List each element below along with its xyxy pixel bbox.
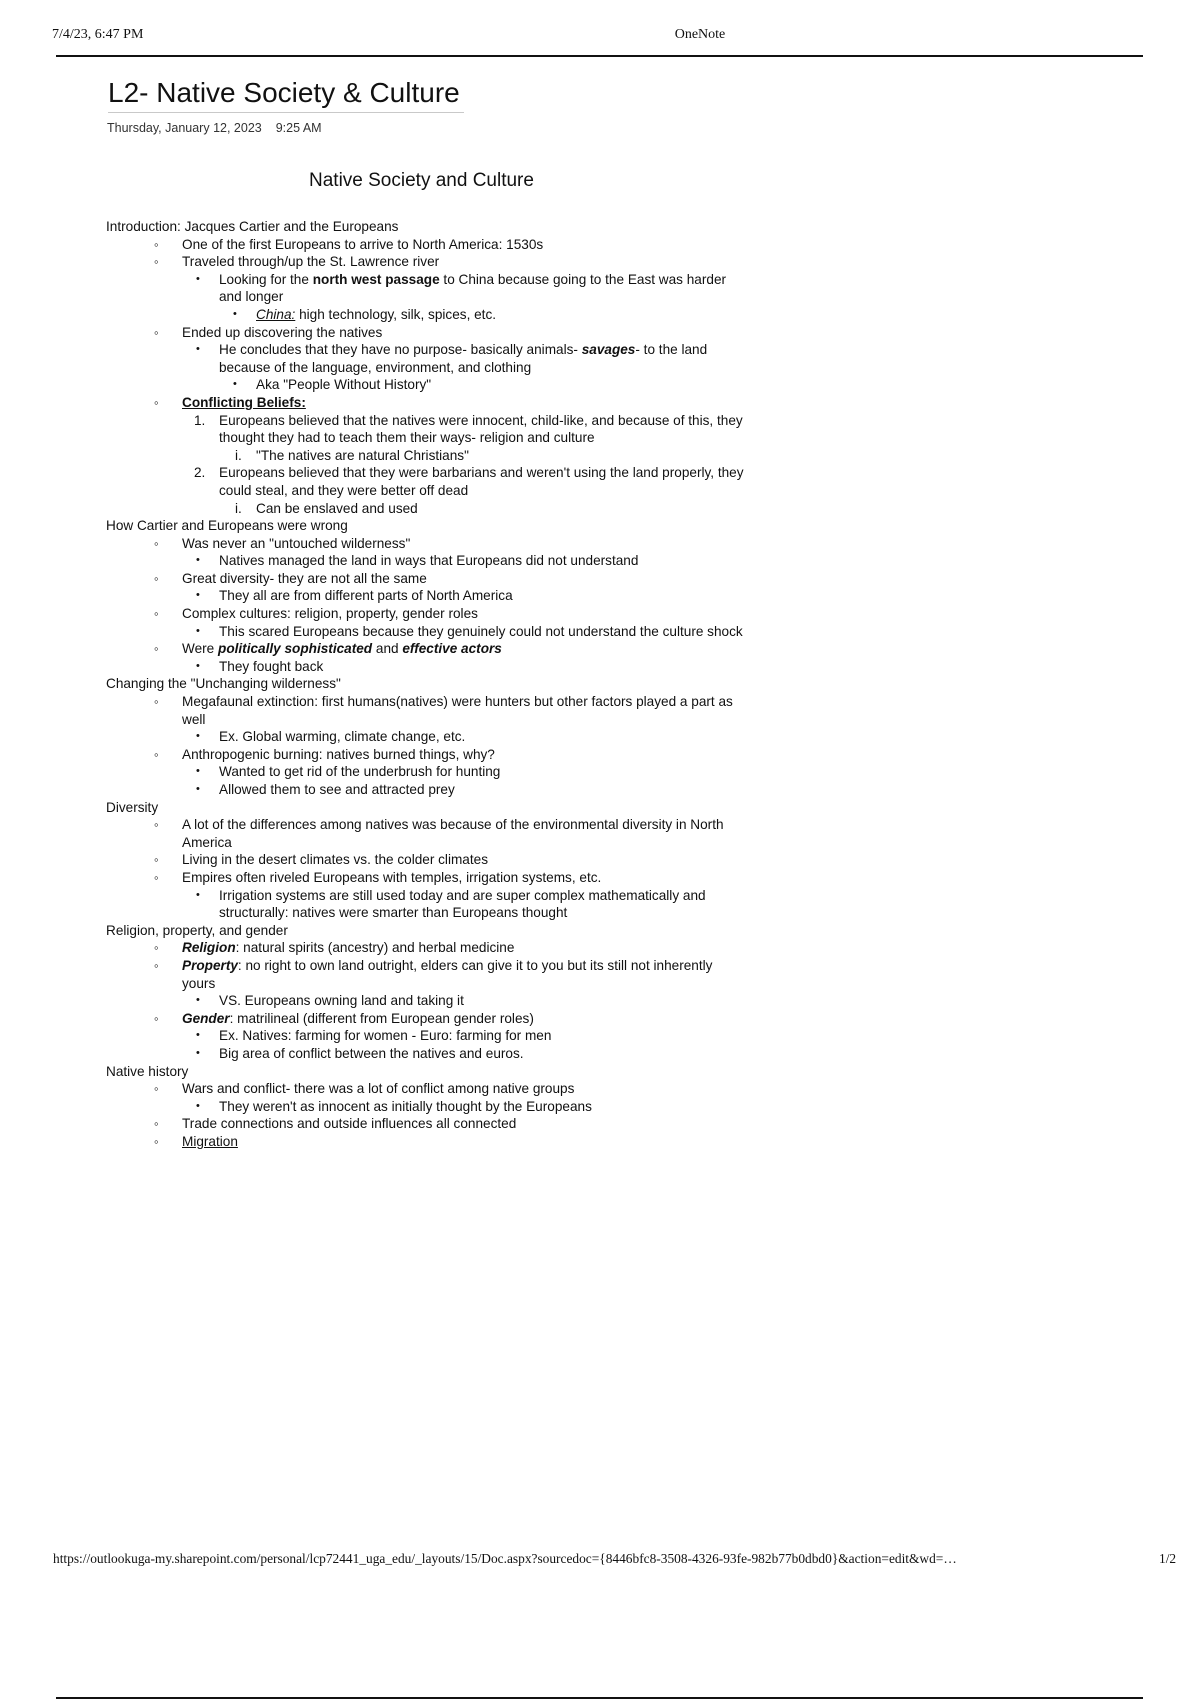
print-header	[0, 27, 1200, 47]
list-item: • Ex. Natives: farming for women - Euro: farming for men	[182, 1027, 746, 1045]
emphasis-text: Religion	[182, 940, 236, 956]
emphasis-text: effective actors	[402, 641, 502, 657]
list-item: ◦ Trade connections and outside influences all connected	[106, 1115, 746, 1133]
page-url: https://outlookuga-my.sharepoint.com/personal/lcp72441_uga_edu/_layouts/15/Doc.aspx?sourcedoc={8446bfc8-3508-4326-93fe-982b77b0dbd0}&action=edit&wd=…	[53, 1551, 957, 1566]
numbered-item: 2. Europeans believed that they were barbarians and weren't using the land properly, they could steal, and they were better off dead i. Can be enslaved and used	[182, 464, 746, 517]
emphasis-text: Conflicting Beliefs:	[182, 394, 306, 410]
bullet-list	[106, 939, 746, 1062]
print-app-name: OneNote	[674, 27, 726, 42]
print-datetime: 7/4/23, 6:47 PM	[52, 27, 144, 42]
emphasis-text: politically sophisticated	[218, 641, 373, 657]
page-datetime	[107, 121, 322, 135]
list-marker: i.	[235, 500, 242, 516]
list-item: ◦ Traveled through/up the St. Lawrence river • Looking for the north west passage to China because going to the East was harder and longer • China: high technology, silk, spices, etc.	[106, 253, 746, 323]
list-item: • He concludes that they have no purpose- basically animals- savages- to the land because of the language, environment, and clothing • Aka "People Without History"	[182, 341, 746, 394]
bullet-list	[106, 693, 746, 799]
list-item: ◦ One of the first Europeans to arrive to North America: 1530s	[106, 236, 746, 254]
list-item	[106, 1133, 746, 1151]
list-item: ◦ Ended up discovering the natives • He concludes that they have no purpose- basically animals- savages- to the land because of the language, environment, and clothing • Aka "People Without History"	[106, 324, 746, 394]
list-item: ◦ Great diversity- they are not all the same • They all are from different parts of North America	[106, 570, 746, 605]
list-item: ◦ Was never an "untouched wilderness" • Natives managed the land in ways that Europeans did not understand	[106, 535, 746, 570]
list-item: • China: high technology, silk, spices, etc.	[219, 306, 746, 324]
emphasis-text: Gender	[182, 1010, 230, 1026]
section-heading: How Cartier and Europeans were wrong	[106, 518, 348, 534]
list-item: ◦ Complex cultures: religion, property, gender roles • This scared Europeans because they genuinely could not understand the culture shock	[106, 605, 746, 640]
list-item: ◦ Anthropogenic burning: natives burned things, why? • Wanted to get rid of the underbrush for hunting • Allowed them to see and attracted prey	[106, 746, 746, 799]
list-item: ◦ Religion: natural spirits (ancestry) and herbal medicine	[106, 939, 746, 957]
emphasis-text: Property	[182, 957, 238, 973]
footer-rule	[56, 1697, 1143, 1699]
list-marker: 1.	[194, 412, 206, 428]
page-date: Thursday, January 12, 2023	[107, 121, 262, 135]
bullet-list	[106, 1080, 746, 1150]
section-heading: Introduction: Jacques Cartier and the Europeans	[106, 219, 399, 234]
emphasis-text: China:	[256, 306, 296, 322]
list-item: • They all are from different parts of North America	[182, 587, 746, 605]
header-rule	[56, 55, 1143, 57]
page-title[interactable]: L2- Native Society & Culture	[108, 76, 464, 113]
list-item: • Ex. Global warming, climate change, etc.	[182, 728, 746, 746]
list-item: • Natives managed the land in ways that Europeans did not understand	[182, 552, 746, 570]
list-marker: 2.	[194, 465, 206, 481]
page-time: 9:25 AM	[275, 121, 322, 135]
list-item: ◦ Gender: matrilineal (different from European gender roles) • Ex. Natives: farming for women - Euro: farming for men • Big area of conflict between the natives and euros.	[106, 1010, 746, 1063]
list-item: ◦ Megafaunal extinction: first humans(natives) were hunters but other factors played a part as well • Ex. Global warming, climate change, etc.	[106, 693, 746, 746]
page-number: 1/2	[1159, 1551, 1177, 1566]
section-heading: Native history	[106, 1063, 189, 1079]
emphasis-text: north west passage	[312, 271, 440, 287]
list-item: • VS. Europeans owning land and taking it	[182, 992, 746, 1010]
list-item: • They fought back	[182, 658, 746, 676]
list-item: • Big area of conflict between the natives and euros.	[182, 1045, 746, 1063]
bullet-list	[106, 535, 746, 676]
note-body[interactable]	[106, 218, 746, 1150]
list-item: ◦ Empires often riveled Europeans with temples, irrigation systems, etc. • Irrigation systems are still used today and are super complex mathematically and structurally: natives were smarter than Europeans thought	[106, 869, 746, 922]
list-item: ◦ Were politically sophisticated and effective actors • They fought back	[106, 640, 746, 675]
list-item: • Aka "People Without History"	[219, 376, 746, 394]
section-heading: Changing the "Unchanging wilderness"	[106, 676, 341, 692]
list-item: • Irrigation systems are still used today and are super complex mathematically and structurally: natives were smarter than Europeans thought	[182, 887, 746, 922]
list-item: • Looking for the north west passage to China because going to the East was harder and longer • China: high technology, silk, spices, etc.	[182, 271, 746, 324]
list-item: ◦ A lot of the differences among natives was because of the environmental diversity in North America	[106, 816, 746, 851]
list-marker: i.	[235, 447, 242, 463]
list-item	[106, 394, 746, 517]
list-item: ◦ Living in the desert climates vs. the colder climates	[106, 851, 746, 869]
list-item: ◦ Wars and conflict- there was a lot of conflict among native groups • They weren't as innocent as initially thought by the Europeans	[106, 1080, 746, 1115]
bullet-list	[106, 236, 746, 518]
underlined-text: Migration	[182, 1133, 238, 1149]
list-item: • Allowed them to see and attracted prey	[182, 781, 746, 799]
numbered-item: i. Can be enslaved and used	[235, 500, 418, 516]
numbered-item: i. "The natives are natural Christians"	[235, 447, 469, 463]
emphasis-text: savages	[581, 342, 636, 358]
list-item: ◦ Property: no right to own land outright, elders can give it to you but its still not inherently yours • VS. Europeans owning land and taking it	[106, 957, 746, 1010]
section-heading: Religion, property, and gender	[106, 922, 288, 938]
bullet-list	[106, 816, 746, 922]
list-item: • This scared Europeans because they genuinely could not understand the culture shock	[182, 623, 746, 641]
list-item: • They weren't as innocent as initially thought by the Europeans	[182, 1098, 746, 1116]
document-title: Native Society and Culture	[309, 170, 534, 191]
numbered-item: 1. Europeans believed that the natives were innocent, child-like, and because of this, they thought they had to teach them their ways- religion and culture i. "The natives are natural Christians"	[182, 412, 746, 465]
section-heading: Diversity	[106, 799, 159, 815]
list-item: • Wanted to get rid of the underbrush for hunting	[182, 763, 746, 781]
